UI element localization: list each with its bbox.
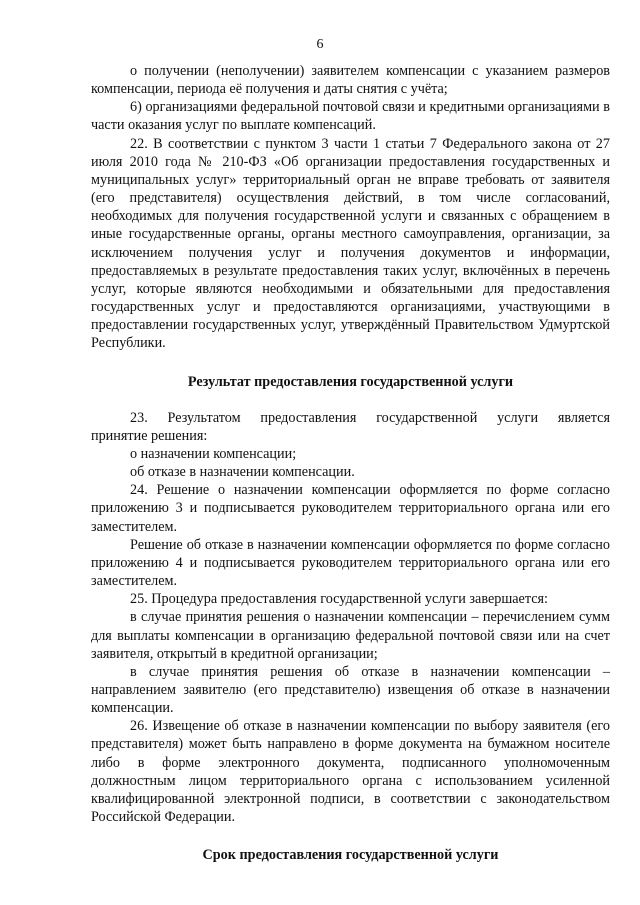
paragraph-25: 25. Процедура предоставления государственной услуги завершается: <box>130 591 548 608</box>
paragraph-compensation-info: о получении (неполучении) заявителем компенсации с указанием размеров компенсации, периода её получения и даты снятия с учёта; <box>91 63 610 98</box>
page-number: 6 <box>316 37 324 52</box>
paragraph-23-option-assign: о назначении компенсации; <box>130 445 297 462</box>
paragraph-6-postal: 6) организациями федеральной почтовой связи и кредитными организациями в части оказания услуг по выплате компенсаций. <box>91 99 610 134</box>
paragraph-23-option-refuse: об отказе в назначении компенсации. <box>130 464 355 481</box>
paragraph-22: 22. В соответствии с пунктом 3 части 1 статьи 7 Федерального закона от 27 июля 2010 года № 210-ФЗ «Об организации предоставления государственных и муниципальных услуг» территориальный орган не вправе требовать от заявителя (его представителя) осуществления действий, в том числе согласований, необходимых для получения государственной услуги и связанных с обращением в иные государственные органы, органы местного самоуправления, организации, за исключением получения услуг и получения документов и информации, предоставляемых в результате предоставления таких услуг, включённых в перечень услуг, которые являются необходимыми и обязательными для предоставления государственных услуг и предоставляются организациями, участвующими в предоставлении государственных услуг, утверждённый Правительством Удмуртской Республики. <box>91 135 610 352</box>
paragraph-24: 24. Решение о назначении компенсации оформляется по форме согласно приложению 3 и подписывается руководителем территориального органа или его заместителем. <box>91 482 610 535</box>
paragraph-25-case-refuse: в случае принятия решения об отказе в назначении компенсации – направлением заявителю (его представителю) извещения об отказе в назначении компенсации. <box>91 663 610 717</box>
section-heading-result: Результат предоставления государственной услуги <box>187 373 514 390</box>
paragraph-23-continuation: принятие решения: <box>91 427 208 444</box>
paragraph-24-refusal: Решение об отказе в назначении компенсации оформляется по форме согласно приложению 4 и подписывается руководителем территориального органа или его заместителем. <box>91 536 610 590</box>
document-body <box>91 62 610 864</box>
paragraph-26: 26. Извещение об отказе в назначении компенсации по выбору заявителя (его представителя) может быть направлено в форме документа на бумажном носителе либо в форме электронного документа, подписанного уполномоченным должностным лицом территориального органа с использованием усиленной квалифицированной электронной подписи, в соответствии с законодательством Российской Федерации. <box>91 718 610 826</box>
paragraph-23: 23. Результатом предоставления государственной услуги является <box>130 409 610 426</box>
section-heading-term: Срок предоставления государственной услуги <box>202 847 499 864</box>
paragraph-25-case-assign: в случае принятия решения о назначении компенсации – перечислением сумм для выплаты компенсации в организацию федеральной почтовой связи или на счет заявителя, открытый в кредитной организации; <box>91 609 610 662</box>
